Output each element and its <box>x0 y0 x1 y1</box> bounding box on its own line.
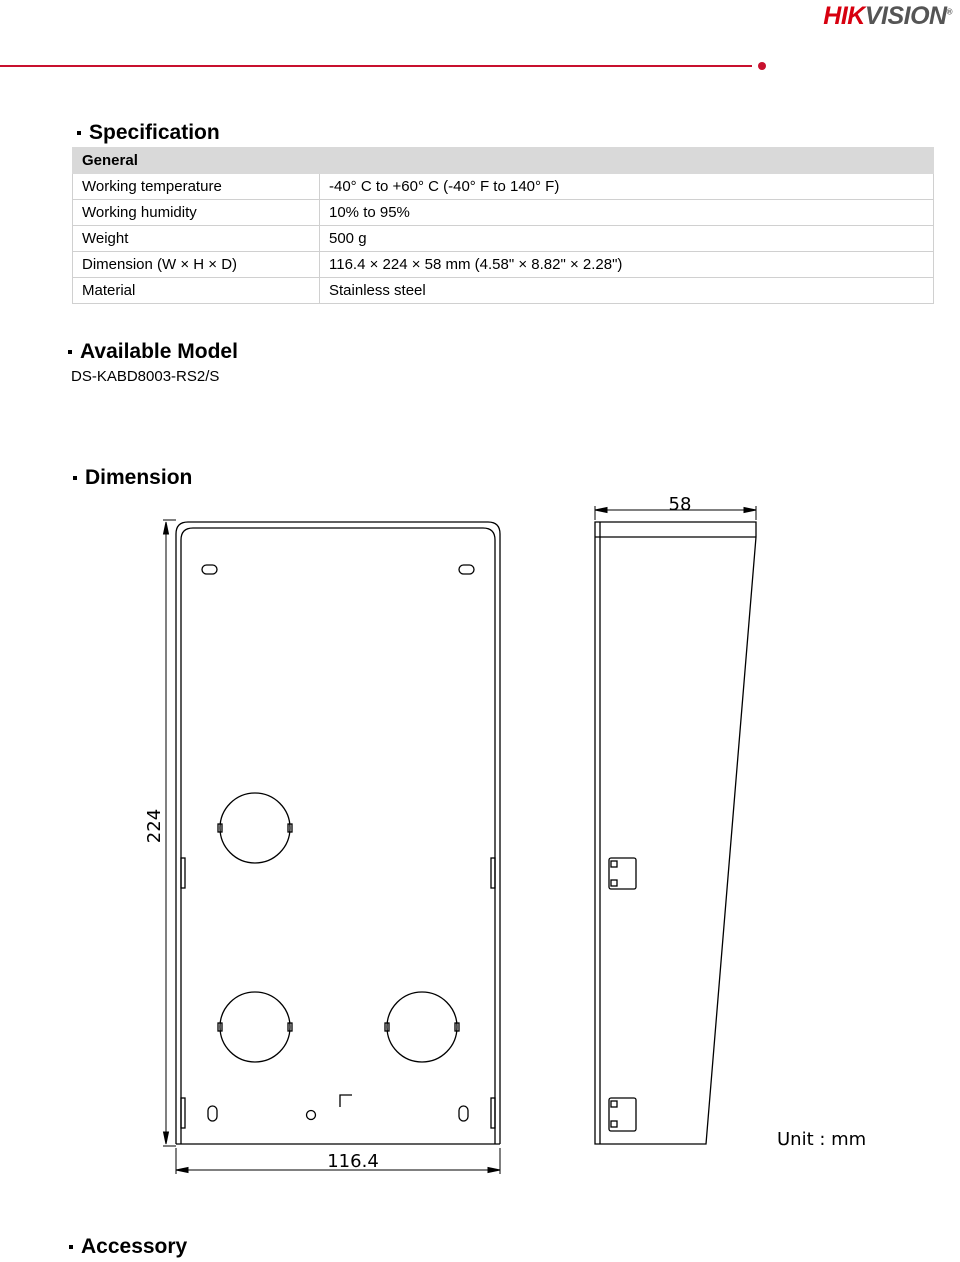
spec-label: Working temperature <box>73 174 320 200</box>
available-model-title: Available Model <box>80 340 238 363</box>
depth-label: 58 <box>668 494 692 515</box>
unit-label: Unit : mm <box>777 1129 867 1150</box>
spec-value: 500 g <box>320 226 934 252</box>
logo-gray-part: VISION <box>864 2 947 30</box>
spec-label: Working humidity <box>73 200 320 226</box>
accessory-heading <box>69 1235 187 1259</box>
accessory-title: Accessory <box>81 1235 188 1258</box>
dimension-title: Dimension <box>85 466 193 489</box>
specification-title: Specification <box>89 121 220 144</box>
registered-mark: ® <box>946 7 952 17</box>
width-label: 116.4 <box>327 1151 379 1172</box>
height-label: 224 <box>144 808 165 844</box>
spec-value: -40° C to +60° C (-40° F to 140° F) <box>320 174 934 200</box>
table-group-label: General <box>73 148 934 174</box>
logo-red-part: HIK <box>823 2 865 30</box>
spec-value: 10% to 95% <box>320 200 934 226</box>
spec-value: Stainless steel <box>320 278 934 304</box>
spec-label: Weight <box>73 226 320 252</box>
front-view <box>176 522 500 1144</box>
spec-label: Material <box>73 278 320 304</box>
bullet-icon <box>69 1245 73 1249</box>
spec-value: 116.4 × 224 × 58 mm (4.58" × 8.82" × 2.28") <box>320 252 934 278</box>
side-view <box>595 522 756 1144</box>
spec-label: Dimension (W × H × D) <box>73 252 320 278</box>
model-number: DS-KABD8003-RS2/S <box>71 368 220 385</box>
